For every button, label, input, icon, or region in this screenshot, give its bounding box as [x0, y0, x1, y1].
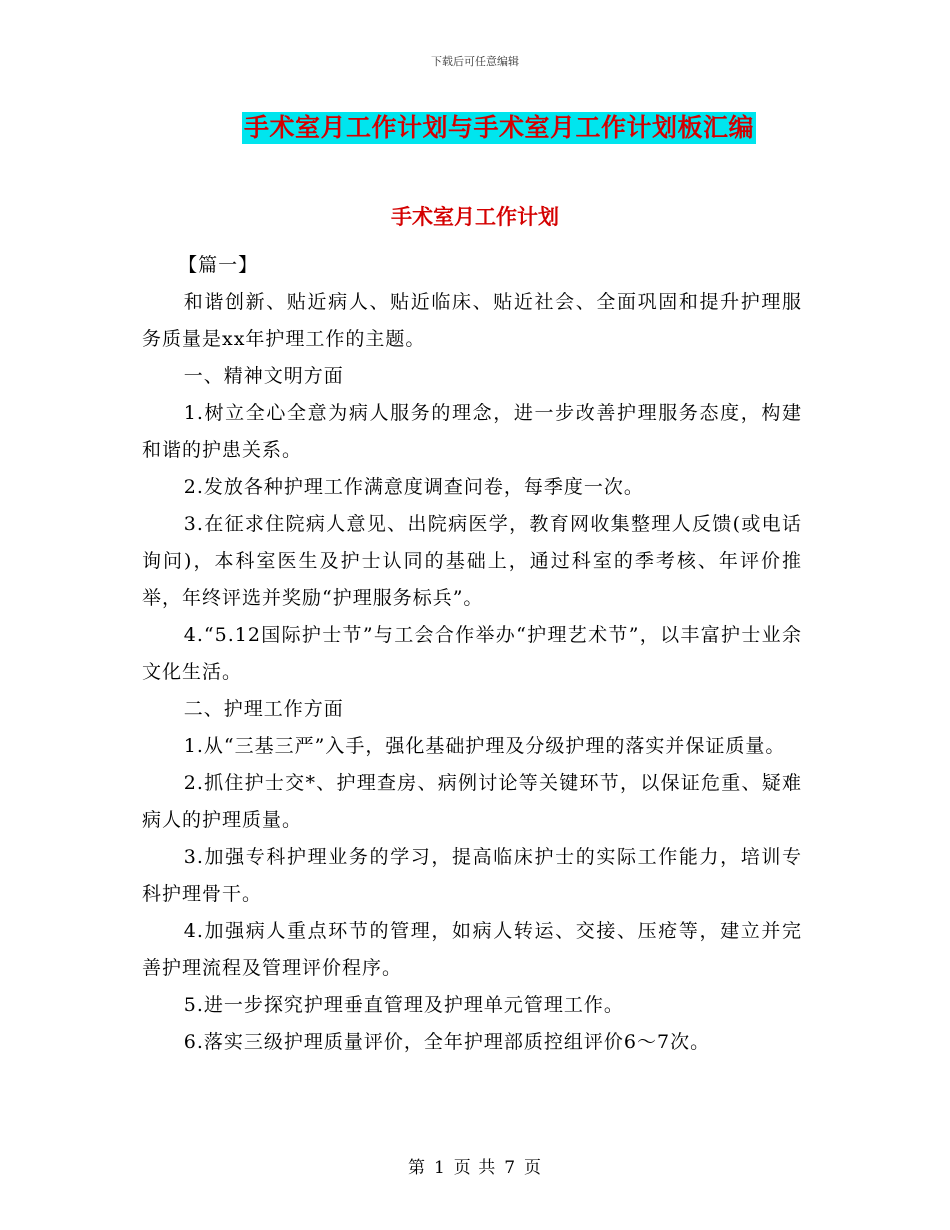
header-note: 下载后可任意编辑: [431, 55, 519, 68]
list-item: 5.进一步探究护理垂直管理及护理单元管理工作。: [183, 994, 624, 1016]
list-item: 3.加强专科护理业务的学习，提高临床护士的实际工作能力，培训专科护理骨干。: [142, 846, 802, 905]
list-item: 3.在征求住院病人意见、出院病医学，教育网收集整理人反馈(或电话询问)，本科室医生及护士认同的基础上，通过科室的季考核、年评价推举，年终评选并奖励“护理服务标兵”。: [142, 513, 802, 609]
list-item: 1.树立全心全意为病人服务的理念，进一步改善护理服务态度，构建和谐的护患关系。: [142, 402, 802, 461]
current-page: 1: [433, 1158, 446, 1178]
section-tag: 【篇一】: [178, 254, 259, 276]
list-item: 4.加强病人重点环节的管理，如病人转运、交接、压疮等，建立并完善护理流程及管理评价程序。: [142, 920, 802, 979]
page-label-suffix: 页: [524, 1158, 543, 1178]
total-pages: 7: [504, 1158, 517, 1178]
list-item: 2.抓住护士交*、护理查房、病例讨论等关键环节，以保证危重、疑难病人的护理质量。: [142, 772, 802, 831]
list-item: 4.“5.12国际护士节”与工会合作举办“护理艺术节”，以丰富护士业余文化生活。: [142, 624, 802, 683]
paragraph-intro: 和谐创新、贴近病人、贴近临床、贴近社会、全面巩固和提升护理服务质量是xx年护理工作的主题。: [142, 291, 802, 350]
list-item: 2.发放各种护理工作满意度调查问卷，每季度一次。: [183, 476, 644, 498]
list-item: 1.从“三基三严”入手，强化基础护理及分级护理的落实并保证质量。: [183, 735, 786, 757]
document-subtitle: 手术室月工作计划: [391, 204, 559, 229]
page-label-mid: 页 共: [453, 1158, 497, 1178]
list-item: 6.落实三级护理质量评价，全年护理部质控组评价6～7次。: [183, 1031, 711, 1053]
title-container: [0, 112, 950, 144]
document-body: [142, 247, 802, 1061]
section-heading-1: 一、精神文明方面: [183, 365, 344, 387]
document-title: 手术室月工作计划与手术室月工作计划板汇编: [243, 113, 754, 142]
section-heading-2: 二、护理工作方面: [183, 698, 344, 720]
page-number: [0, 1153, 950, 1178]
page-label-prefix: 第: [407, 1158, 426, 1178]
